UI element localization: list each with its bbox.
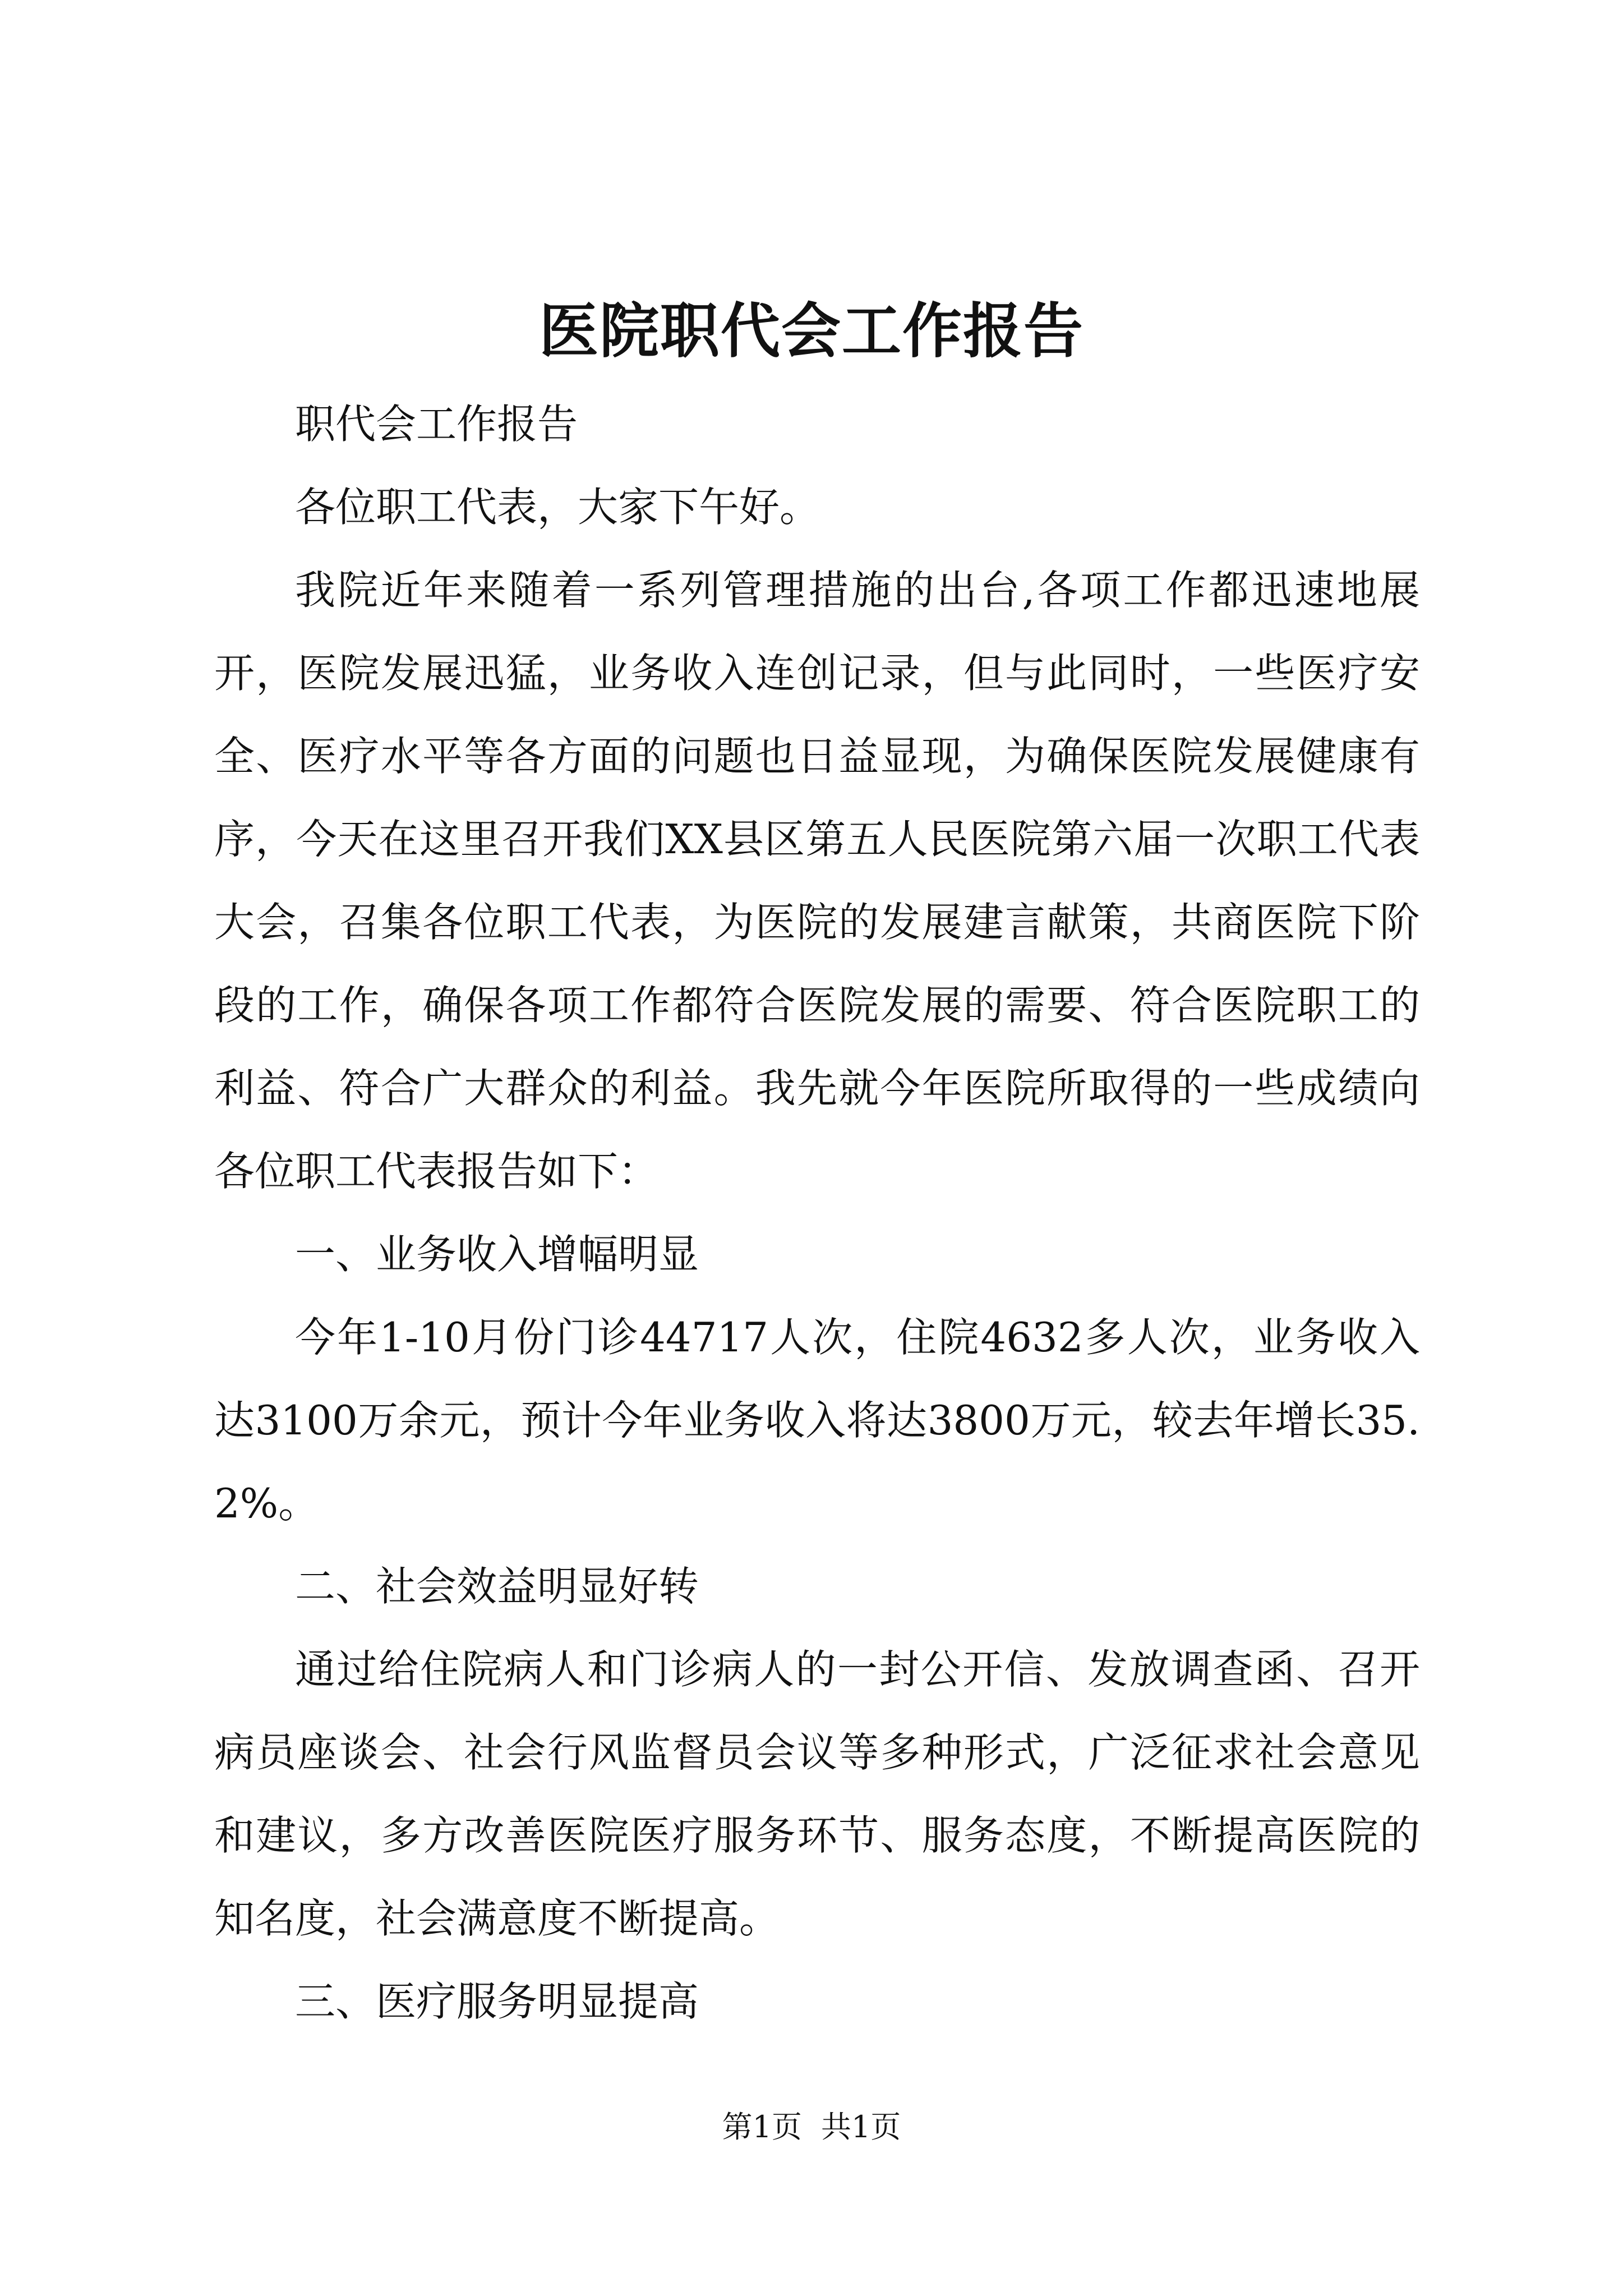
page-number-current: 第1页 — [722, 2109, 802, 2145]
section-heading-1: 一、业务收入增幅明显 — [295, 1231, 699, 1278]
section-heading-3: 三、医疗服务明显提高 — [295, 1978, 699, 2025]
section-heading-2: 二、社会效益明显好转 — [295, 1563, 699, 1610]
document-title: 医院职代会工作报告 — [539, 296, 1084, 366]
page-number-total: 共1页 — [821, 2109, 901, 2145]
section-1-paragraph: 今年1-10月份门诊44717人次，住院4632多人次，业务收入达3100万余元，预计今年业务收入将达3800万元，较去年增长35.2%。 — [214, 1314, 1420, 1527]
report-heading-paragraph: 职代会工作报告 — [295, 401, 578, 448]
greeting-paragraph: 各位职工代表，大家下午好。 — [295, 484, 820, 531]
document-body — [214, 383, 1420, 2043]
page-footer — [0, 2105, 1623, 2150]
section-2-paragraph: 通过给住院病人和门诊病人的一封公开信、发放调查函、召开病员座谈会、社会行风监督员会议等多种形式，广泛征求社会意见和建议，多方改善医院医疗服务环节、服务态度，不断提高医院的知名度，社会满意度不断提高。 — [214, 1646, 1420, 1942]
intro-paragraph: 我院近年来随着一系列管理措施的出台,各项工作都迅速地展开，医院发展迅猛，业务收入连创记录，但与此同时，一些医疗安全、医疗水平等各方面的问题也日益显现，为确保医院发展健康有序，今天在这里召开我们XX县区第五人民医院第六届一次职工代表大会，召集各位职工代表，为医院的发展建言献策，共商医院下阶段的工作，确保各项工作都符合医院发展的需要、符合医院职工的利益、符合广大群众的利益。我先就今年医院所取得的一些成绩向各位职工代表报告如下： — [214, 567, 1420, 1195]
